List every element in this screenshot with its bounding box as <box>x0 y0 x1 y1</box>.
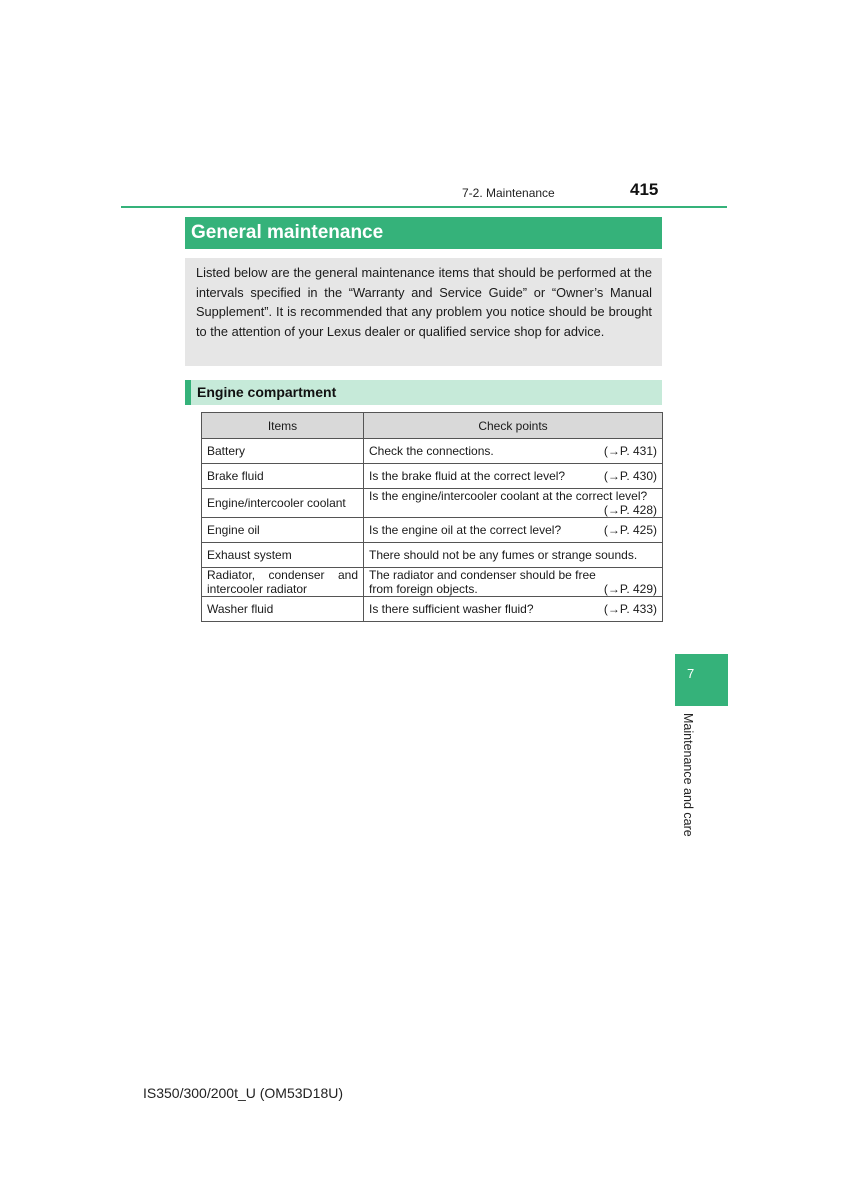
check-cell <box>364 597 663 622</box>
check-text: Is the engine/intercooler coolant at the correct level? <box>369 489 648 503</box>
table-row <box>202 597 663 622</box>
model-code-footer: IS350/300/200t_U (OM53D18U) <box>143 1085 343 1101</box>
check-cell <box>364 568 663 597</box>
subheading-engine-compartment: Engine compartment <box>185 380 662 405</box>
column-header-items: Items <box>202 413 364 439</box>
intro-paragraph: Listed below are the general maintenance items that should be performed at the intervals specified in the “Warranty and Service Guide” or “Owner’s Manual Supplement”. It is recommended that any problem you notice should be brought to the attention of your Lexus dealer or qualified service shop for advice. <box>185 258 662 366</box>
item-cell: Washer fluid <box>202 597 364 622</box>
item-cell: Exhaust system <box>202 543 364 568</box>
page-reference: (→P. 433) <box>603 602 657 616</box>
item-cell: Engine/intercooler coolant <box>202 489 364 518</box>
page-reference: (→P. 425) <box>603 523 657 537</box>
table-row <box>202 439 663 464</box>
page-reference: (→P. 430) <box>603 469 657 483</box>
item-cell: Engine oil <box>202 518 364 543</box>
check-text: There should not be any fumes or strange sounds. <box>369 548 638 562</box>
item-cell: Brake fluid <box>202 464 364 489</box>
page-number: 415 <box>630 180 659 199</box>
table-row <box>202 464 663 489</box>
page-reference: (→P. 431) <box>603 444 657 458</box>
column-header-check-points: Check points <box>364 413 663 439</box>
item-cell: Battery <box>202 439 364 464</box>
page-title: General maintenance <box>185 217 662 249</box>
item-cell: Radiator, condenser and intercooler radiator <box>202 568 364 597</box>
section-title: 7-2. Maintenance <box>462 186 555 200</box>
check-cell <box>364 518 663 543</box>
check-text: Check the connections. <box>369 444 494 458</box>
check-cell <box>364 543 663 568</box>
check-cell <box>364 489 663 518</box>
chapter-number: 7 <box>687 666 695 681</box>
check-cell <box>364 439 663 464</box>
check-cell <box>364 464 663 489</box>
chapter-tab <box>675 654 728 706</box>
check-text: The radiator and condenser should be free from foreign objects. <box>369 568 596 596</box>
table-row <box>202 489 663 518</box>
check-text: Is there sufficient washer fluid? <box>369 602 534 616</box>
check-text: Is the engine oil at the correct level? <box>369 523 562 537</box>
page-reference: (→P. 429) <box>603 582 657 596</box>
maintenance-table <box>201 412 663 622</box>
chapter-title: Maintenance and care <box>681 713 695 837</box>
check-text: Is the brake fluid at the correct level? <box>369 469 566 483</box>
header-divider <box>121 206 727 208</box>
table-row <box>202 543 663 568</box>
table-header-row <box>202 413 663 439</box>
table-row <box>202 568 663 597</box>
page-reference: (→P. 428) <box>603 503 657 517</box>
table-row <box>202 518 663 543</box>
